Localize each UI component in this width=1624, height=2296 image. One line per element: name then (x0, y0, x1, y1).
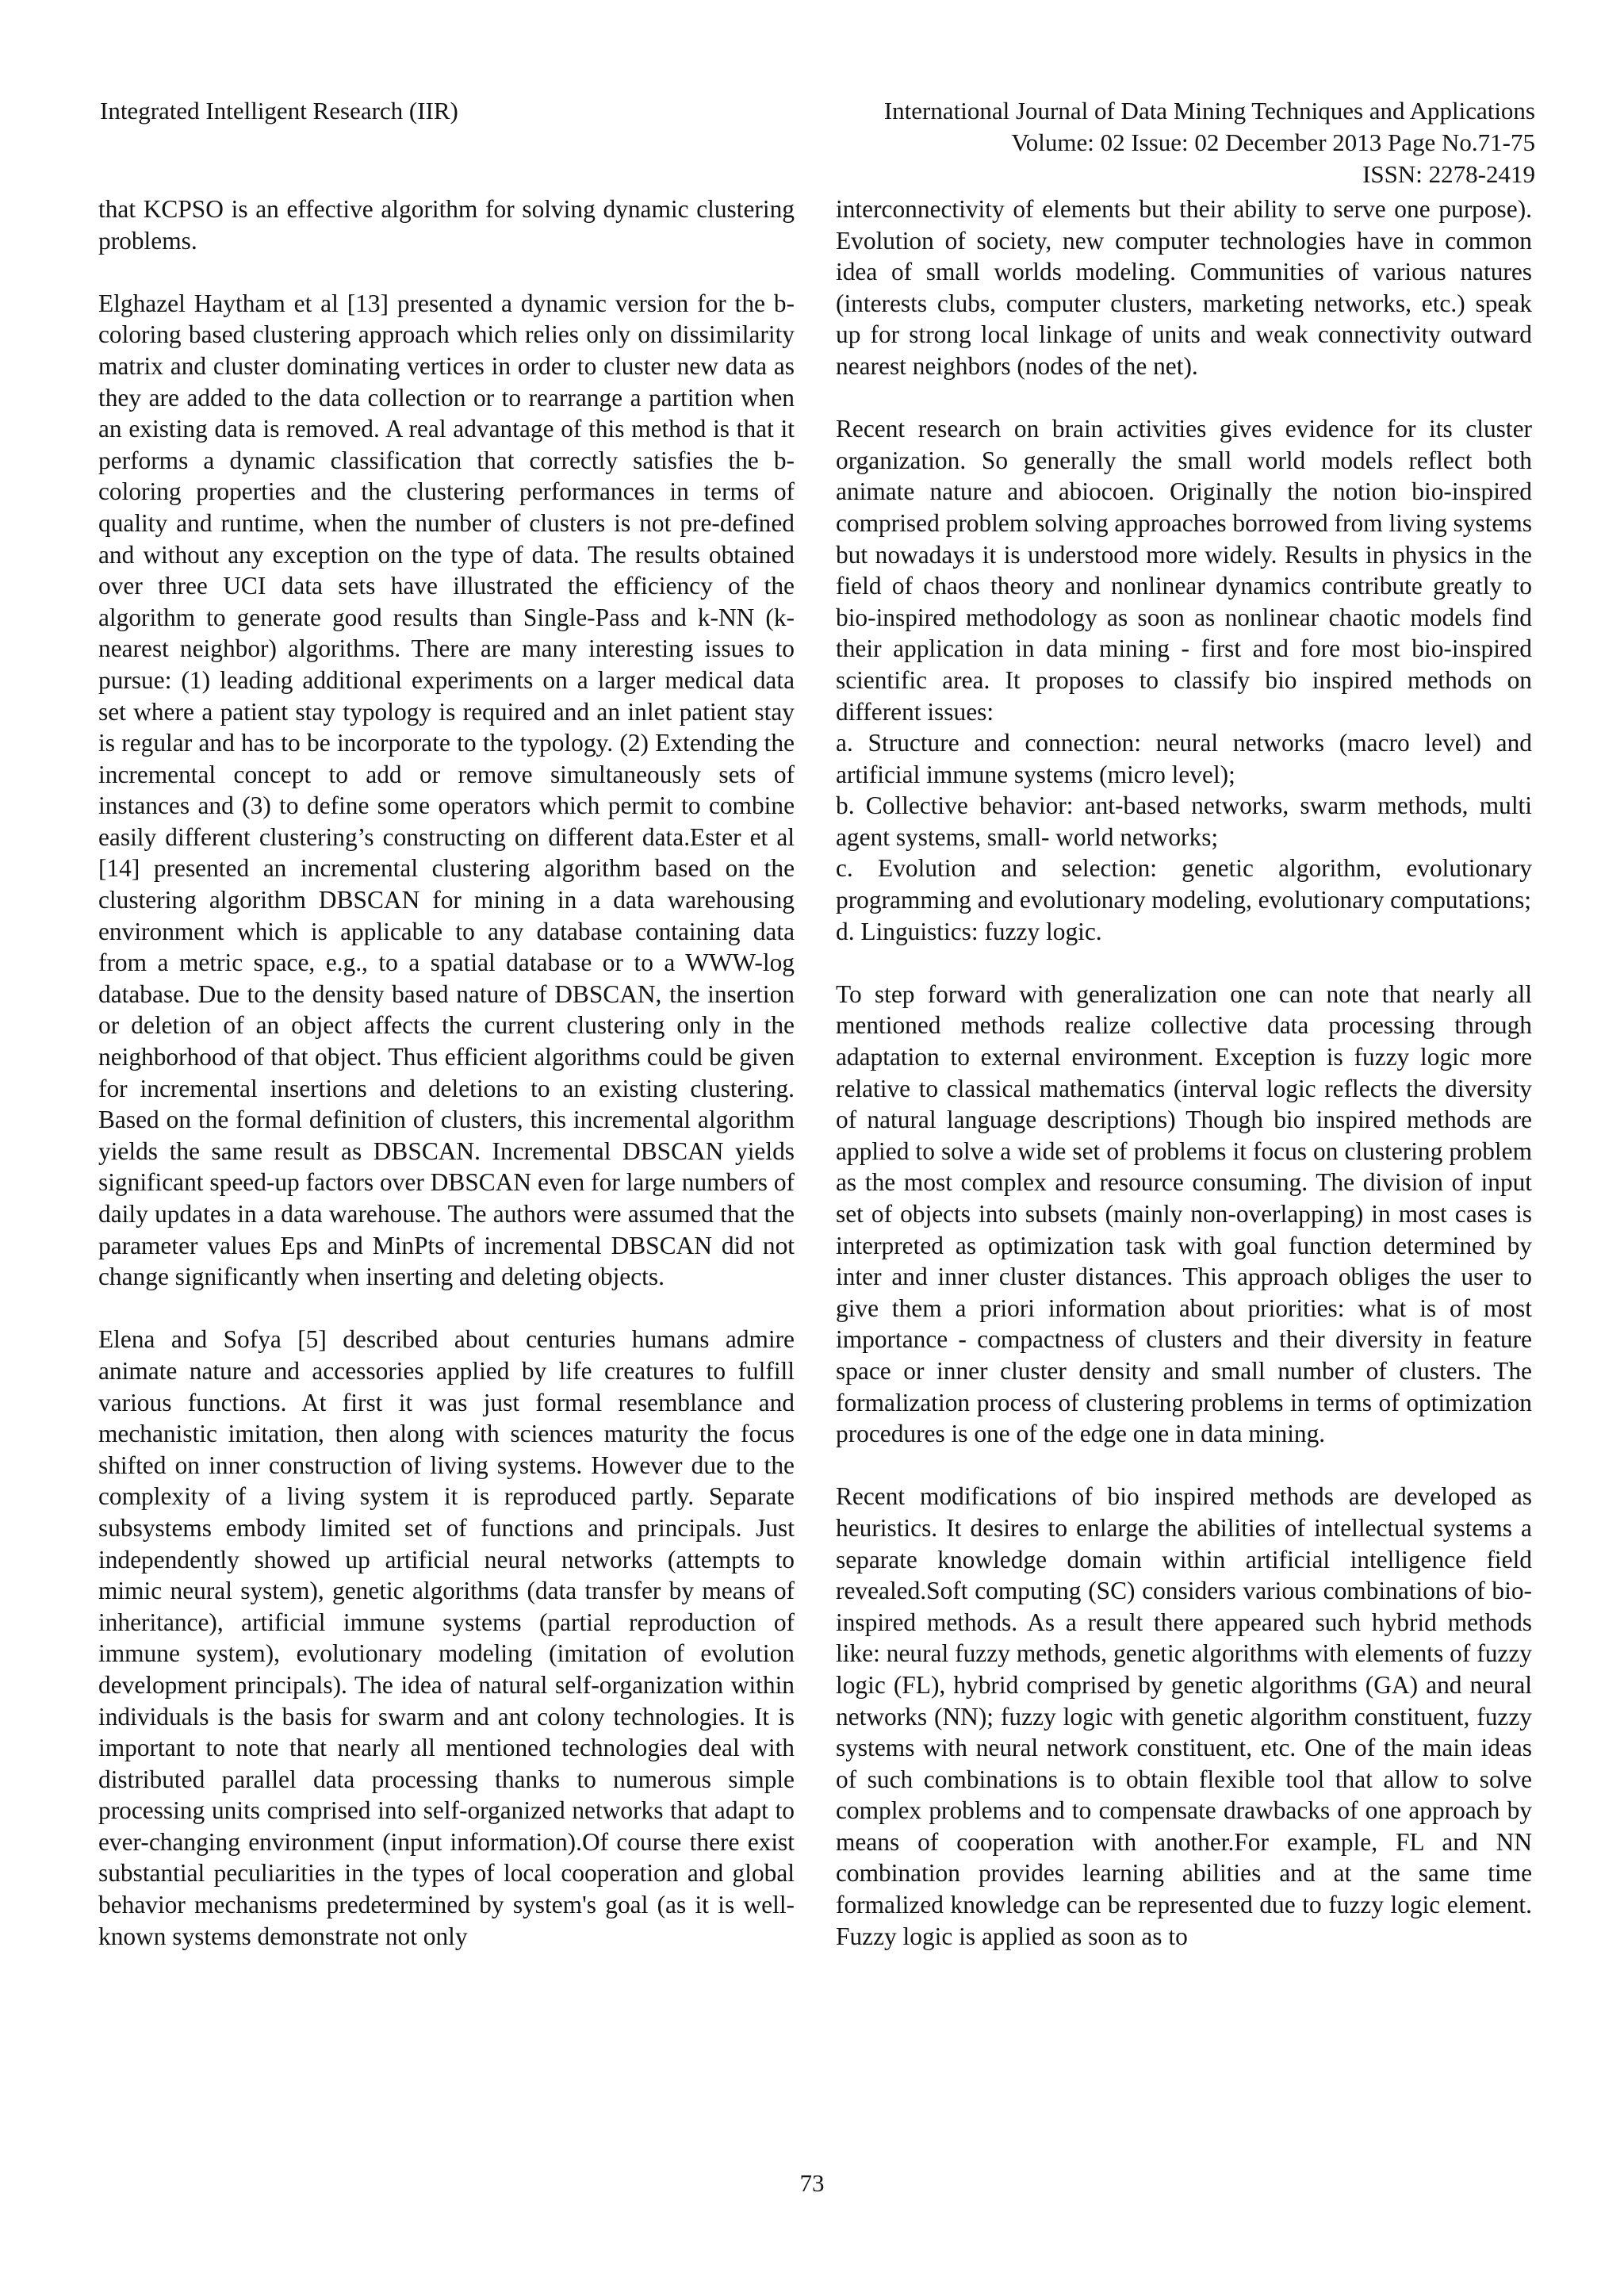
paragraph: Elena and Sofya [5] described about centuries humans admire animate nature and accessories applied by life creatures to fulfill various functions. At first it was just formal resemblance and mechanistic imitation, then along with sciences maturity the focus shifted on inner construction of living systems. However due to the complexity of a living system it is reproduced partly. Separate subsystems embody limited set of functions and principals. Just independently showed up artificial neural networks (attempts to mimic neural system), genetic algorithms (data transfer by means of inheritance), artificial immune systems (partial reproduction of immune system), evolutionary modeling (imitation of evolution development principals). The idea of natural self-organization within individuals is the basis for swarm and ant colony technologies. It is important to note that nearly all mentioned technologies deal with distributed parallel data processing thanks to numerous simple processing units comprised into self-organized networks that adapt to ever-changing environment (input information).Of course there exist substantial peculiarities in the types of local cooperation and global behavior mechanisms predetermined by system's goal (as it is well-known systems demonstrate not only (98, 1325, 795, 1950)
left-text-column (98, 194, 795, 1984)
page-number: 73 (799, 2169, 825, 2197)
paragraph: Recent modifications of bio inspired methods are developed as heuristics. It desires to enlarge the abilities of intellectual systems a separate knowledge domain within artificial intelligence field revealed.Soft computing (SC) considers various combinations of bio-inspired methods. As a result there appeared such hybrid methods like: neural fuzzy methods, genetic algorithms with elements of fuzzy logic (FL), hybrid comprised by genetic algorithms (GA) and neural networks (NN); fuzzy logic with genetic algorithm constituent, fuzzy systems with neural network constituent, etc. One of the main ideas of such combinations is to obtain flexible tool that allow to solve complex problems and to compensate drawbacks of one approach by means of cooperation with another.For example, FL and NN combination provides learning abilities and at the same time formalized knowledge can be represented due to fuzzy logic element. Fuzzy logic is applied as soon as to (836, 1482, 1532, 1950)
journal-volume-issue: Volume: 02 Issue: 02 December 2013 Page No.71-75 (1011, 128, 1535, 156)
list-item: d. Linguistics: fuzzy logic. (836, 917, 1102, 945)
paragraph: Elghazel Haytham et al [13] presented a dynamic version for the b-coloring based clustering approach which relies only on dissimilarity matrix and cluster dominating vertices in order to cluster new data as they are added to the data collection or to rearrange a partition when an existing data is removed. A real advantage of this method is that it performs a dynamic classification that correctly satisfies the b-coloring properties and the clustering performances in terms of quality and runtime, when the number of clusters is not pre-defined and without any exception on the type of data. The results obtained over three UCI data sets have illustrated the efficiency of the algorithm to generate good results than Single-Pass and k-NN (k-nearest neighbor) algorithms. There are many interesting issues to pursue: (1) leading additional experiments on a larger medical data set where a patient stay typology is required and an inlet patient stay is regular and has to be incorporate to the typology. (2) Extending the incremental concept to add or remove simultaneously sets of instances and (3) to define some operators which permit to combine easily different clustering’s constructing on different data.Ester et al [14] presented an incremental clustering algorithm based on the clustering algorithm DBSCAN for mining in a data warehousing environment which is applicable to any database containing data from a metric space, e.g., to a spatial database or to a WWW-log database. Due to the density based nature of DBSCAN, the insertion or deletion of an object affects the current clustering only in the neighborhood of that object. Thus efficient algorithms could be given for incremental insertions and deletions to an existing clustering. Based on the formal definition of clusters, this incremental algorithm yields the same result as DBSCAN. Incremental DBSCAN yields significant speed-up factors over DBSCAN even for large numbers of daily updates in a data warehouse. The authors were assumed that the parameter values Eps and MinPts of incremental DBSCAN did not change significantly when inserting and deleting objects. (98, 289, 795, 1291)
paragraph: that KCPSO is an effective algorithm for solving dynamic clustering problems. (98, 195, 795, 255)
list-item: c. Evolution and selection: genetic algorithm, evolutionary programming and evolutionary modeling, evolutionary computations; (836, 854, 1532, 914)
journal-issn: ISSN: 2278-2419 (1362, 160, 1535, 188)
paragraph: interconnectivity of elements but their ability to serve one purpose). Evolution of society, new computer technologies have in common idea of small worlds modeling. Communities of various natures (interests clubs, computer clusters, marketing networks, etc.) speak up for strong local linkage of units and weak connectivity outward nearest neighbors (nodes of the net). (836, 195, 1532, 380)
journal-title: International Journal of Data Mining Techniques and Applications (883, 97, 1535, 125)
list-item: a. Structure and connection: neural networks (macro level) and artificial immune systems (micro level); (836, 729, 1532, 788)
paragraph: To step forward with generalization one can note that nearly all mentioned methods realize collective data processing through adaptation to external environment. Exception is fuzzy logic more relative to classical mathematics (interval logic reflects the diversity of natural language descriptions) Though bio inspired methods are applied to solve a wide set of problems it focus on clustering problem as the most complex and resource consuming. The division of input set of objects into subsets (mainly non-overlapping) in most cases is interpreted as optimization task with goal function determined by inter and inner cluster distances. This approach obliges the user to give them a priori information about priorities: what is of most importance - compactness of clusters and their diversity in feature space or inner cluster density and small number of clusters. The formalization process of clustering problems in terms of optimization procedures is one of the edge one in data mining. (836, 979, 1532, 1448)
running-header-journal-short: Integrated Intelligent Research (IIR) (100, 97, 458, 125)
right-text-column (836, 194, 1532, 1984)
paragraph: Recent research on brain activities gives evidence for its cluster organization. So generally the small world models reflect both animate nature and abiocoen. Originally the notion bio-inspired comprised problem solving approaches borrowed from living systems but nowadays it is understood more widely. Results in physics in the field of chaos theory and nonlinear dynamics contribute greatly to bio-inspired methodology as soon as nonlinear chaotic models find their application in data mining - first and fore most bio-inspired scientific area. It proposes to classify bio inspired methods on different issues: (836, 415, 1532, 726)
list-item: b. Collective behavior: ant-based networks, swarm methods, multi agent systems, small- world networks; (836, 792, 1532, 851)
running-header-journal-full (884, 95, 1535, 190)
